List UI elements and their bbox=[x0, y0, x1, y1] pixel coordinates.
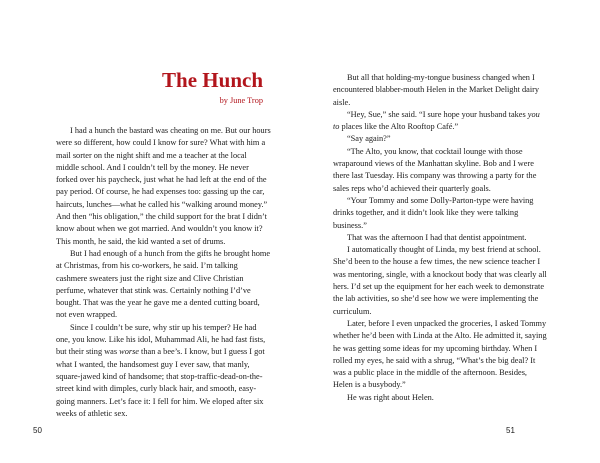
paragraph: I had a hunch the bastard was cheating on me. But our hours were so different, how could I know for sure? What with him a mail sorter on the night shift and me a teacher at the local middle school. And I couldn’t tell by the money. He never forked over his paycheck, just what he had left at the end of the pay period. Of course, he had expenses too: gassing up the car, haircuts, lunches—what he called his “walking around money.” And then “his obligation,” the child support for the brat I didn’t know about when we got married. And wouldn’t you know it? This month, he said, the kid wanted a set of drums. bbox=[56, 126, 271, 246]
paragraph: “Hey, Sue,” she said. “I sure hope your husband takes you to places like the Alto Rooftop Café.” bbox=[333, 109, 540, 132]
page-number-left: 50 bbox=[33, 426, 42, 435]
paragraph: “Say again?” bbox=[347, 134, 391, 144]
paragraph: But all that holding-my-tongue business changed when I encountered blabber-mouth Helen in the Market Delight dairy aisle. bbox=[333, 73, 540, 107]
story-title: The Hunch bbox=[162, 68, 263, 92]
paragraph: “Your Tommy and some Dolly-Parton-type were having drinks together, and it didn’t look like they were talking business.” bbox=[333, 195, 534, 230]
paragraph: But I had enough of a hunch from the gifts he brought home at Christmas, from his co-workers, he said. I’m talking cashmere sweaters just the right size and Clive Christian perfume, whatever that stink was. Certainly nothing I’d’ve bought. That was the year he gave me a dented cutting board, not even wrapped. bbox=[56, 248, 271, 320]
story-byline: by June Trop bbox=[219, 96, 263, 105]
paragraph: Since I couldn’t be sure, why stir up his temper? He had one, you know. Like his idol, Muhammad Ali, he had fast fists, but their sting was worse than a bee’s. I know, but I guess I got what I wanted, the handsomest guy I ever saw, that manly, square-jawed kind of handsome; that stop-traffic-dead-on-the-street kind with dimples, curly black hair, and smooth, easy-going manners. Let’s face it: I fell for him. We eloped after six weeks of athletic sex. bbox=[56, 322, 266, 418]
right-page-text bbox=[333, 72, 548, 404]
paragraph: Later, before I even unpacked the groceries, I asked Tommy whether he’d been with Linda at the Alto. He admitted it, saying he was getting some ideas for my upcoming birthday. When I rolled my eyes, he said with a shrug, “What’s the big deal? It was a public place in the middle of the afternoon. Besides, Helen is a busybody.” bbox=[333, 318, 547, 390]
right-page bbox=[300, 0, 600, 463]
left-page-text bbox=[56, 125, 271, 420]
paragraph: He was right about Helen. bbox=[347, 392, 434, 402]
paragraph: “The Alto, you know, that cocktail lounge with those wraparound views of the Manhattan skyline. Bob and I were there last Tuesday. His company was throwing a party for the sales reps who’d achieved their quarterly goals. bbox=[333, 146, 537, 193]
paragraph: I automatically thought of Linda, my best friend at school. She’d been to the house a few times, the new science teacher I was mentoring, single, with a knockout body that was clearly all hers. I’d set up the equipment for her each week to demonstrate the lab activities, so she’d see how we were implementing the curriculum. bbox=[333, 245, 547, 316]
page-number-right: 51 bbox=[506, 426, 515, 435]
paragraph: That was the afternoon I had that dentist appointment. bbox=[347, 232, 527, 242]
